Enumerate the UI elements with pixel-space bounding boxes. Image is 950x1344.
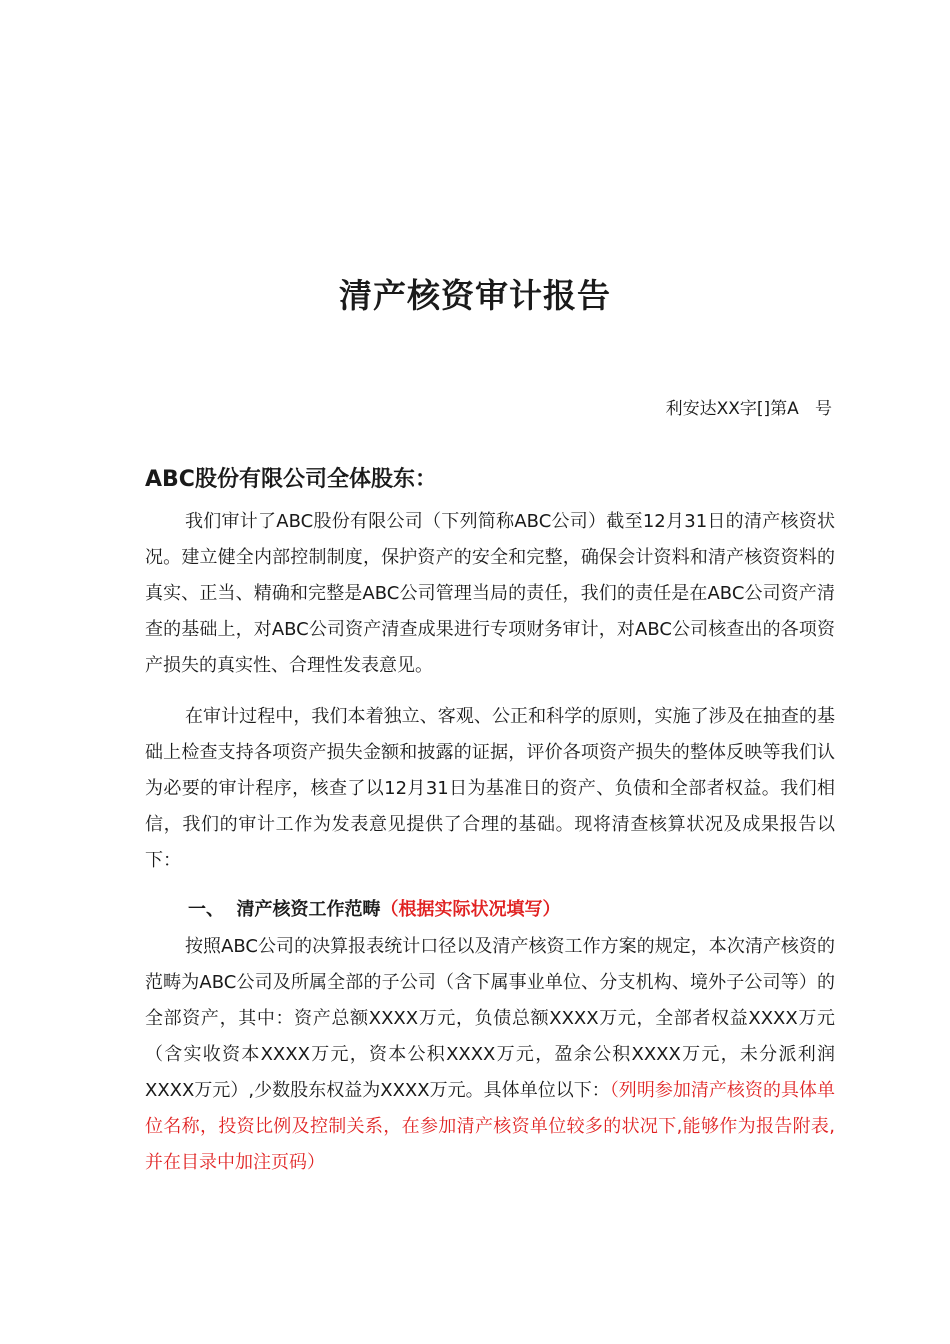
section-note: （根据实际状况填写）: [380, 899, 561, 920]
paragraph-audit-scope: 我们审计了ABC股份有限公司（下列简称ABC公司）截至12月31日的清产核资状况。建立健全内部控制制度，保护资产的安全和完整，确保会计资料和清产核资资料的真实、正当、精确和完整是ABC公司管理当局的责任，我们的责任是在ABC公司资产清查的基础上，对ABC公司资产清查成果进行专项财务审计，对ABC公司核查出的各项资产损失的真实性、合理性发表意见。: [145, 511, 835, 676]
paragraph-audit-process: 在审计过程中，我们本着独立、客观、公正和科学的原则，实施了涉及在抽查的基础上检查支持各项资产损失金额和披露的证据，评价各项资产损失的整体反映等我们认为必要的审计程序，核查了以12月31日为基准日的资产、负债和全部者权益。我们相信，我们的审计工作为发表意见提供了合理的基础。现将清查核算状况及成果报告以下：: [145, 706, 835, 871]
scope-detail-note: （列明参加清产核资的具体单位名称，投资比例及控制关系，在参加清产核资单位较多的状况下,能够作为报告附表,并在目录中加注页码）: [145, 1080, 835, 1173]
paragraph-scope-detail: [145, 929, 835, 1181]
scope-detail-text: 按照ABC公司的决算报表统计口径以及清产核资工作方案的规定，本次清产核资的范畴为ABC公司及所属全部的子公司（含下属事业单位、分支机构、境外子公司等）的全部资产，其中：资产总额XXXX万元，负债总额XXXX万元，全部者权益XXXX万元（含实收资本XXXX万元，资本公积XXXX万元，盈余公积XXXX万元，未分派利润XXXX万元）,少数股东权益为XXXX万元。具体单位以下：: [145, 936, 835, 1101]
section-number: 一、: [188, 899, 224, 920]
salutation: ABC股份有限公司全体股东：: [145, 467, 437, 492]
section-heading-1: [188, 895, 561, 921]
document-number: 利安达XX字[]第A 号: [665, 399, 832, 419]
report-title: 清产核资审计报告: [339, 276, 611, 315]
section-title: 清产核资工作范畴: [236, 899, 381, 920]
